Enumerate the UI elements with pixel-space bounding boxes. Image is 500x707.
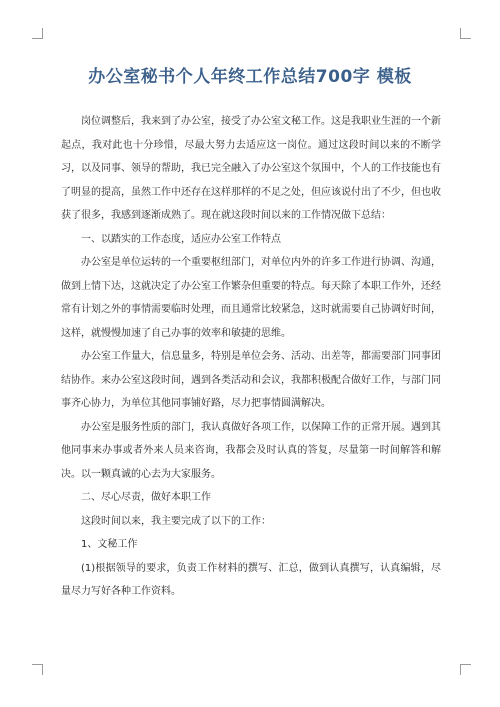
paragraph-intro: 岗位调整后，我来到了办公室，接受了办公室文秘工作。这是我职业生涯的一个新起点，我对此也十分珍惜，尽最大努力去适应这一岗位。通过这段时间以来的不断学习，以及同事、领导的帮助，我已完全融入了办公室这个氛围中，个人的工作技能也有了明显的提高，虽然工作中还存在这样那样的不足之处，但应该说付出了不少，但也收获了很多，我感到逐渐成熟了。现在就这段时间以来的工作情况做下总结： — [61, 116, 441, 221]
paragraph: 办公室工作量大，信息量多，特别是单位会务、活动、出差等，都需要部门同事团结协作。来办公室这段时间，遇到各类活动和会议，我都积极配合做好工作，与部门同事齐心协力，为单位其他同事铺好路，尽力把事情圆满解决。 — [61, 351, 441, 409]
crop-mark-bottom-right — [460, 664, 471, 675]
crop-mark-bottom-left — [32, 664, 43, 675]
section-heading-2: 二、尽心尽责，做好本职工作 — [81, 492, 211, 503]
crop-mark-top-right — [460, 28, 471, 39]
crop-mark-top-left — [32, 28, 43, 39]
paragraph: (1)根据领导的要求，负责工作材料的撰写、汇总，做到认真撰写，认真编辑，尽量尽力写好各种工作资料。 — [61, 562, 441, 597]
paragraph: 办公室是单位运转的一个重要枢纽部门，对单位内外的许多工作进行协调、沟通，做到上情下达，这就决定了办公室工作繁杂但重要的特点。每天除了本职工作外，还经常有计划之外的事情需要临时处理，而且通常比较紧急，这时就需要自己协调好时间，这样，就慢慢加速了自己办事的效率和敏捷的思维。 — [61, 257, 441, 339]
paragraph: 办公室是服务性质的部门，我认真做好各项工作，以保障工作的正常开展。遇到其他同事来办事或者外来人员来咨询，我都会及时认真的答复，尽量第一时间解答和解决。以一颗真诚的心去为大家服务。 — [61, 421, 441, 480]
paragraph: 这段时间以来，我主要完成了以下的工作： — [81, 515, 271, 527]
document-title: 办公室秘书个人年终工作总结700字 模板 — [88, 67, 412, 87]
subsection-heading: 1、文秘工作 — [81, 539, 138, 550]
document-body — [61, 110, 441, 604]
section-heading-1: 一、以踏实的工作态度，适应办公室工作特点 — [81, 233, 281, 245]
